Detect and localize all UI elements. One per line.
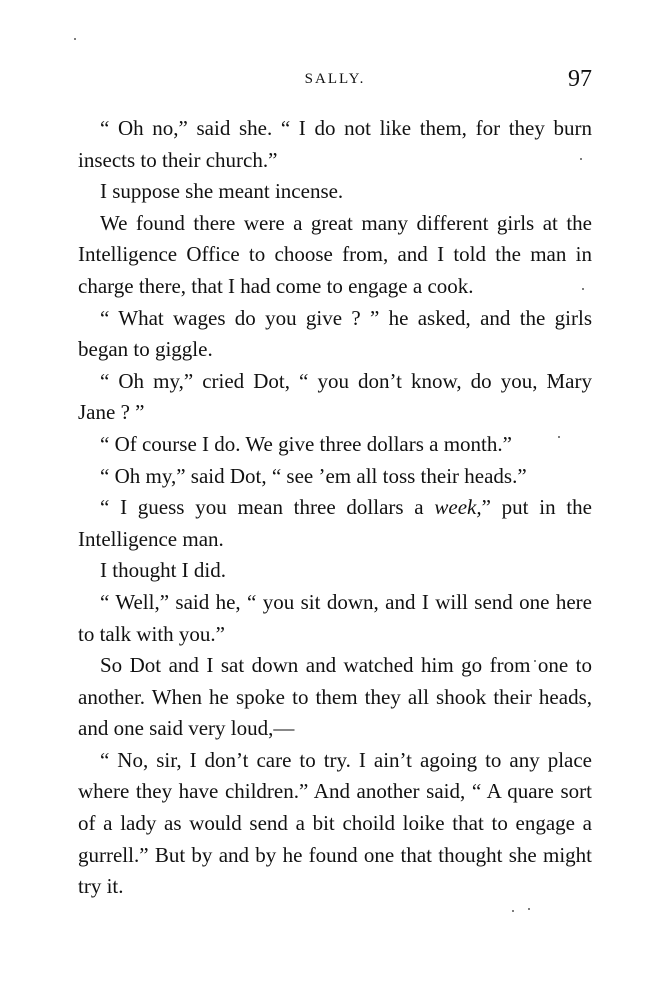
ink-speck — [512, 910, 514, 912]
paragraph-text: ” put in the Intelligence man. — [78, 495, 592, 551]
body-text — [78, 113, 592, 903]
paragraph: “ Well,” said he, “ you sit down, and I will send one here to talk with you.” — [78, 589, 592, 646]
paragraph: “ Of course I do. We give three dollars a month.” — [100, 431, 512, 456]
running-head — [78, 66, 592, 96]
paragraph: “ Oh my,” cried Dot, “ you don’t know, do you, Mary Jane ? ” — [78, 368, 592, 425]
paragraph: So Dot and I sat down and watched him go from one to another. When he spoke to them they all shook their heads, and one said very loud,— — [78, 653, 592, 741]
running-title: SALLY. — [304, 71, 366, 87]
paragraph: We found there were a great many different girls at the Intelligence Office to choose from, and I told the man in charge there, that I had come to engage a cook. — [78, 210, 592, 298]
paragraph: I suppose she meant incense. — [100, 179, 344, 204]
paragraph: I thought I did. — [100, 558, 226, 583]
ink-speck — [74, 38, 76, 40]
ink-speck — [528, 908, 530, 910]
page-number: 97 — [568, 66, 592, 92]
italic-word: week, — [434, 495, 482, 520]
paragraph: “ What wages do you give ? ” he asked, and the girls began to giggle. — [78, 305, 592, 362]
paragraph-text: “ I guess you mean three dollars a — [100, 495, 435, 520]
paragraph: “ Oh my,” said Dot, “ see ’em all toss their heads.” — [100, 463, 527, 488]
paragraph: “ No, sir, I don’t care to try. I ain’t agoing to any place where they have children.” And another said, “ A quare sort of a lady as would send a bit choild loike that to engage a gurrell.” But by and by he found one that thought she might try it. — [78, 747, 592, 899]
paragraph — [78, 492, 592, 555]
paragraph: “ Oh no,” said she. “ I do not like them, for they burn insects to their church.” — [78, 116, 592, 172]
